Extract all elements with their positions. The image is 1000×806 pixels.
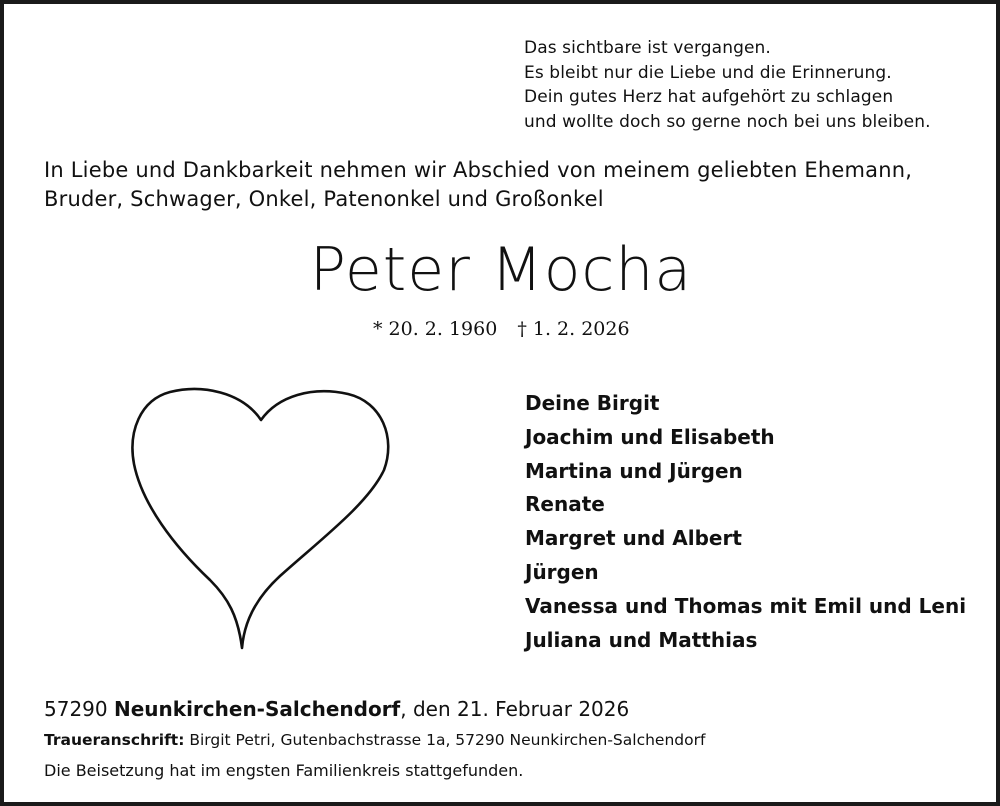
death-date: † 1. 2. 2026	[517, 318, 630, 340]
survivor-name: Deine Birgit	[525, 391, 660, 415]
life-dates	[373, 318, 630, 340]
address-label: Traueranschrift:	[44, 731, 185, 749]
birth-date: * 20. 2. 1960	[373, 318, 498, 340]
survivor-name: Jürgen	[525, 559, 599, 584]
survivor-name: Renate	[525, 492, 605, 517]
place-and-date	[44, 697, 629, 721]
town-name: Neunkirchen-Salchendorf	[113, 697, 401, 721]
poem-line: und wollte doch so gerne noch bei uns bleiben.	[524, 111, 931, 132]
address-text: Birgit Petri, Gutenbachstrasse 1a, 57290 Neunkirchen-Salchendorf	[189, 731, 706, 749]
deceased-name: Peter Mocha	[309, 235, 693, 305]
survivor-name: Joachim und Elisabeth	[525, 424, 775, 449]
intro-text	[44, 156, 912, 214]
mourning-address	[44, 731, 705, 749]
intro-line: In Liebe und Dankbarkeit nehmen wir Abschied von meinem geliebten Ehemann,	[44, 158, 913, 182]
poem	[524, 36, 931, 134]
poem-line: Es bleibt nur die Liebe und die Erinnerung.	[524, 62, 892, 83]
heart-outline-icon	[130, 386, 392, 652]
burial-note: Die Beisetzung hat im engsten Familienkreis stattgefunden.	[44, 761, 524, 780]
postcode: 57290	[44, 697, 108, 721]
date-text: , den 21. Februar 2026	[400, 697, 630, 721]
survivors-list	[525, 387, 966, 657]
poem-line: Dein gutes Herz hat aufgehört zu schlagen	[524, 87, 894, 107]
intro-line: Bruder, Schwager, Onkel, Patenonkel und Großonkel	[44, 187, 604, 211]
survivor-name: Vanessa und Thomas mit Emil und Leni	[525, 593, 967, 618]
survivor-name: Juliana und Matthias	[525, 627, 758, 652]
survivor-name: Margret und Albert	[525, 526, 742, 551]
poem-line: Das sichtbare ist vergangen.	[524, 38, 771, 58]
survivor-name: Martina und Jürgen	[525, 458, 743, 483]
